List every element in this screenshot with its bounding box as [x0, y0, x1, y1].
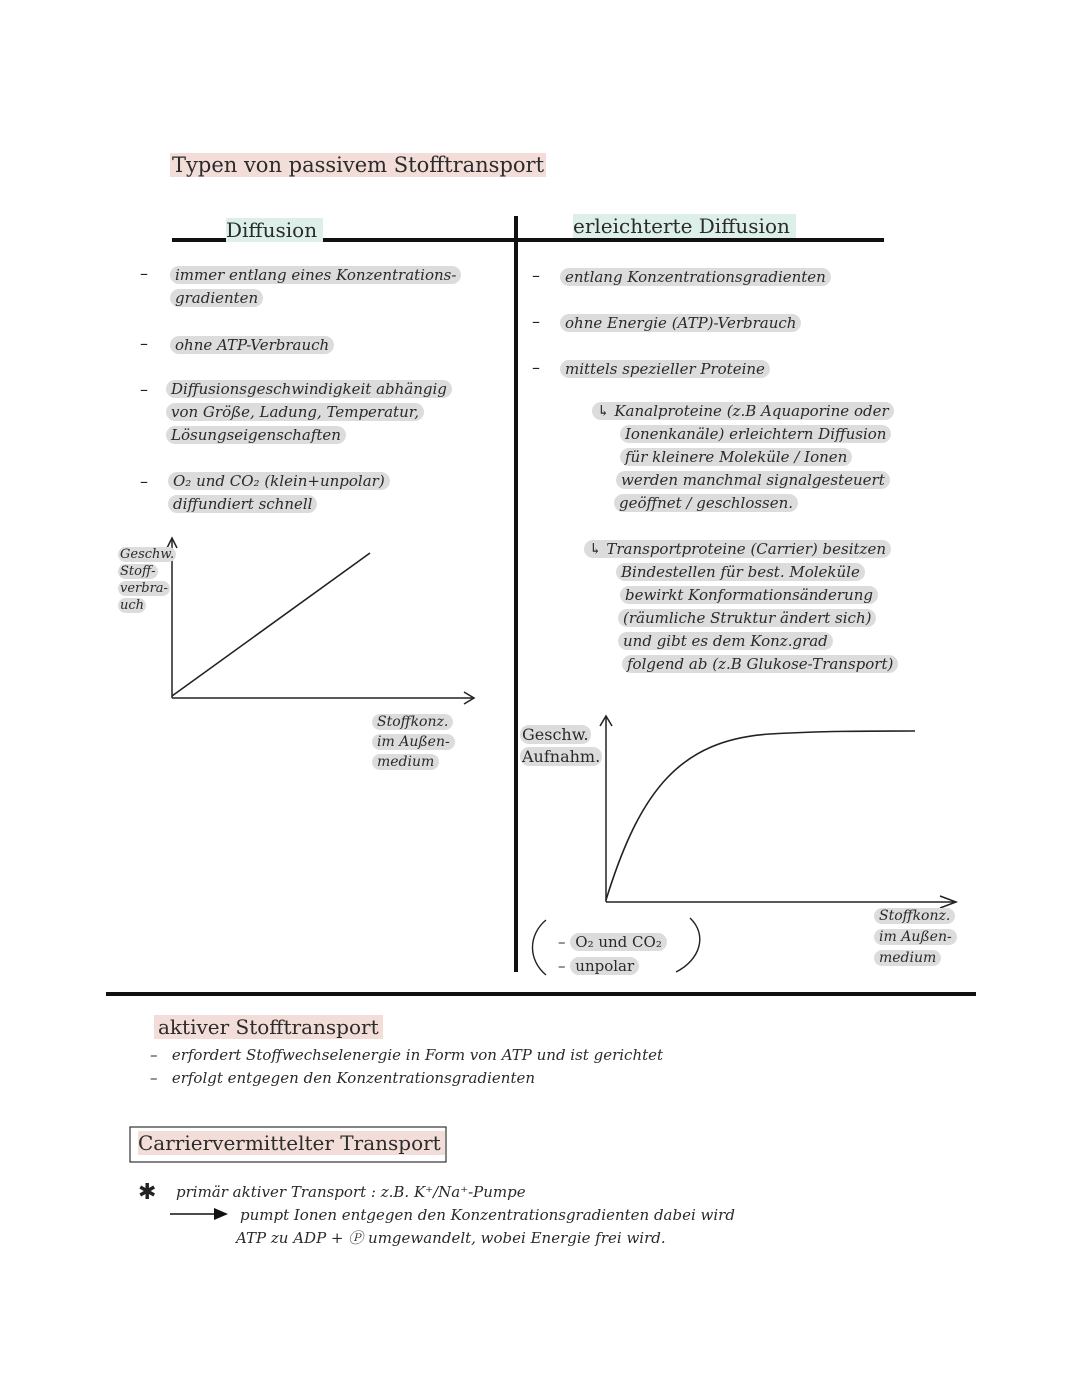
diffusion-x-label: Stoffkonz. im Außen- medium	[372, 712, 455, 772]
diffusion-graph	[167, 538, 474, 704]
aktiv-heading: aktiver Stofftransport	[154, 1015, 383, 1039]
bullet-dash: –	[532, 266, 540, 285]
erleichterte-note: – O₂ und CO₂ – unpolar	[558, 930, 667, 978]
erleichterte-x-label: Stoffkonz. im Außen- medium	[874, 906, 957, 969]
erleichterte-item-3: mittels spezieller Proteine	[560, 358, 770, 381]
bullet-dash: –	[532, 358, 540, 377]
diffusion-linear-curve	[172, 553, 370, 696]
kanalproteine-block: ↳ Kanalproteine (z.B Aquaporine oder Ionenkanäle) erleichtern Diffusion für kleinere Moleküle / Ionen werden manchmal signalgesteuert geöffnet / geschlossen.	[592, 400, 894, 515]
note-close-paren	[676, 918, 700, 972]
diffusion-heading: Diffusion	[226, 218, 323, 242]
carrier-line-2: pumpt Ionen entgegen den Konzentrationsgradienten dabei wird	[240, 1206, 735, 1224]
diffusion-item-3: Diffusionsgeschwindigkeit abhängig von Größe, Ladung, Temperatur, Lösungseigenschaften	[166, 378, 452, 447]
erleichterte-graph	[600, 716, 956, 908]
bullet-dash: –	[140, 472, 148, 491]
bullet-dash: –	[532, 312, 540, 331]
diffusion-item-1: immer entlang eines Konzentrations- gradienten	[170, 264, 461, 310]
page-title: Typen von passivem Stofftransport	[172, 153, 545, 177]
diffusion-y-label: Geschw. Stoff- verbra- uch	[120, 547, 175, 613]
note-open-paren	[533, 920, 547, 975]
carrier-arrow-head	[214, 1208, 228, 1220]
erleichterte-item-2: ohne Energie (ATP)-Verbrauch	[560, 312, 801, 335]
carrier-line-3: ATP zu ADP + Ⓟ umgewandelt, wobei Energie frei wird.	[236, 1229, 666, 1247]
asterisk-icon: ✱	[138, 1180, 157, 1205]
erleichterte-heading: erleichterte Diffusion	[573, 214, 796, 238]
transportproteine-block: ↳ Transportproteine (Carrier) besitzen Bindestellen für best. Moleküle bewirkt Konformationsänderung (räumliche Struktur ändert sich) und gibt es dem Konz.grad folgend ab (z.B Glukose-Transport)	[584, 538, 898, 676]
aktiv-items: – erfordert Stoffwechselenergie in Form von ATP und ist gerichtet – erfolgt entgegen den Konzentrationsgradienten	[150, 1046, 664, 1087]
carrier-line-1: primär aktiver Transport : z.B. K⁺/Na⁺-Pumpe	[176, 1183, 526, 1201]
diffusion-item-2: ohne ATP-Verbrauch	[170, 334, 334, 357]
bullet-dash: –	[140, 334, 148, 353]
bullet-dash: –	[140, 264, 148, 283]
bullet-dash: –	[140, 380, 148, 399]
erleichterte-saturation-curve	[606, 731, 915, 900]
diffusion-item-4: O₂ und CO₂ (klein+unpolar) diffundiert schnell	[168, 470, 390, 516]
erleichterte-y-label: Geschw. Aufnahm.	[522, 725, 601, 766]
carrier-heading: Carriervermittelter Transport	[138, 1131, 445, 1155]
erleichterte-item-1: entlang Konzentrationsgradienten	[560, 266, 831, 289]
